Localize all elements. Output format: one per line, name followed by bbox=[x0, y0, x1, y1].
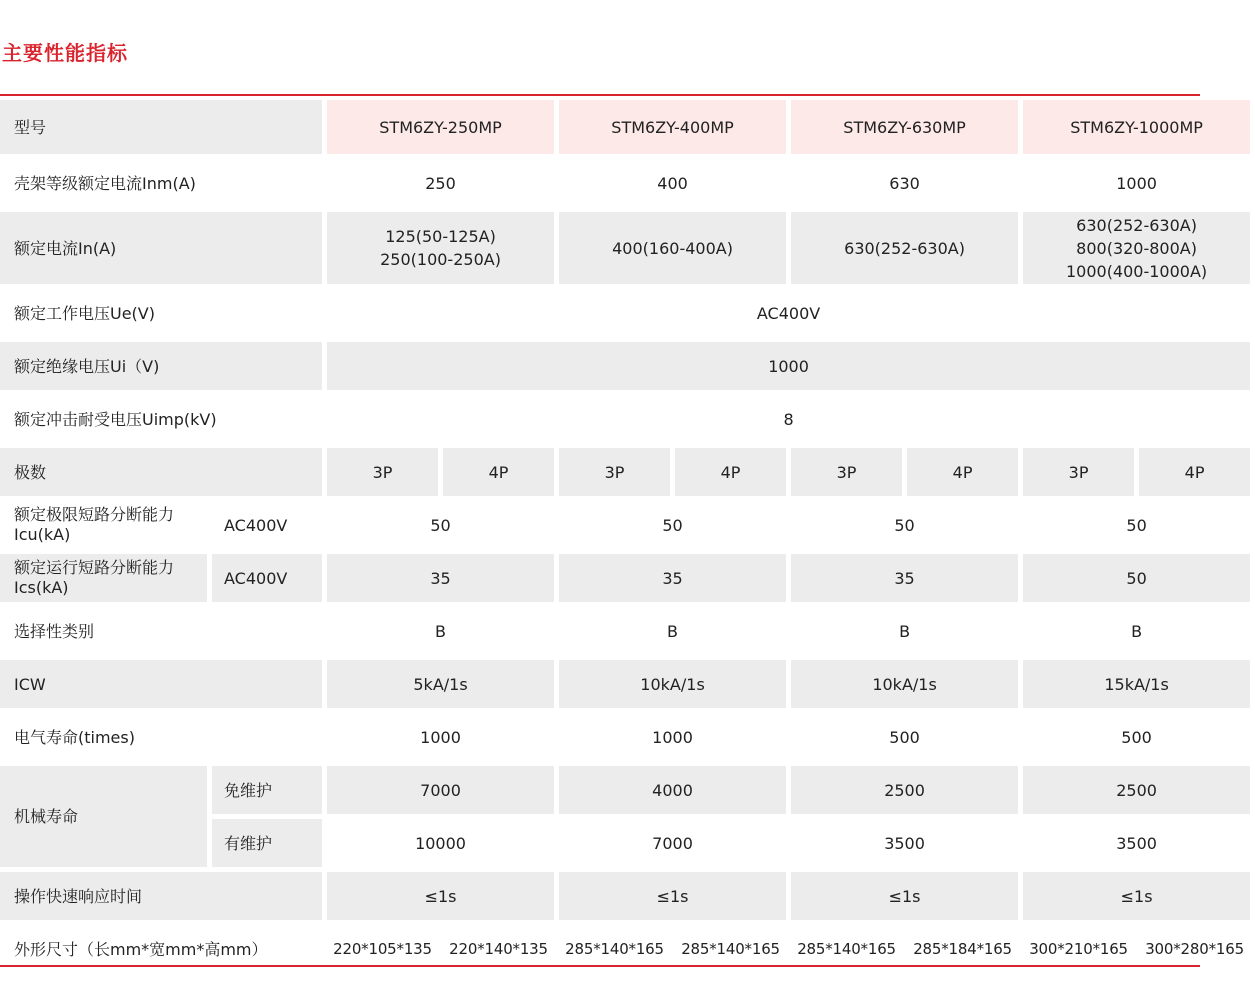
row-impulse-voltage bbox=[0, 395, 1250, 443]
cell-value: 35 bbox=[327, 554, 554, 602]
cell-value: 300*210*165 bbox=[1023, 925, 1134, 973]
row-label: 极数 bbox=[0, 448, 322, 496]
cell-value: 400 bbox=[559, 159, 786, 207]
cell-value: 8 bbox=[327, 395, 1250, 443]
value-line: 630(252-630A) bbox=[844, 238, 965, 258]
model-name: STM6ZY-1000MP bbox=[1023, 100, 1250, 154]
row-frame-current bbox=[0, 159, 1250, 207]
row-insulation-voltage bbox=[0, 342, 1250, 390]
cell-value bbox=[1023, 212, 1250, 284]
cell-value: 35 bbox=[559, 554, 786, 602]
row-label: 操作快速响应时间 bbox=[0, 872, 322, 920]
row-label: 型号 bbox=[0, 100, 322, 154]
cell-value: 250 bbox=[327, 159, 554, 207]
cell-value: 1000 bbox=[1023, 159, 1250, 207]
cell-value: 1000 bbox=[327, 713, 554, 761]
row-response-time bbox=[0, 872, 1250, 920]
cell-value: 35 bbox=[791, 554, 1018, 602]
row-label: 额定冲击耐受电压Uimp(kV) bbox=[0, 395, 322, 443]
cell-value: 3500 bbox=[791, 819, 1018, 867]
row-label: 选择性类别 bbox=[0, 607, 322, 655]
cell-value: ≤1s bbox=[1023, 872, 1250, 920]
cell-value: 3P bbox=[791, 448, 902, 496]
cell-value: 4P bbox=[907, 448, 1018, 496]
cell-value: ≤1s bbox=[791, 872, 1018, 920]
cell-value: 500 bbox=[1023, 713, 1250, 761]
cell-value: 4P bbox=[1139, 448, 1250, 496]
cell-value: 7000 bbox=[559, 819, 786, 867]
row-label: 壳架等级额定电流Inm(A) bbox=[0, 159, 322, 207]
row-electrical-life bbox=[0, 713, 1250, 761]
cell-value: B bbox=[791, 607, 1018, 655]
cell-value: AC400V bbox=[327, 289, 1250, 337]
model-name: STM6ZY-250MP bbox=[327, 100, 554, 154]
cell-value: B bbox=[1023, 607, 1250, 655]
cell-value: ≤1s bbox=[327, 872, 554, 920]
cell-value: 1000 bbox=[559, 713, 786, 761]
value-line: 800(320-800A) bbox=[1076, 238, 1197, 258]
page-title: 主要性能指标 bbox=[2, 41, 128, 65]
cell-value: 7000 bbox=[327, 766, 554, 814]
cell-value: ≤1s bbox=[559, 872, 786, 920]
row-sublabel: AC400V bbox=[212, 554, 322, 602]
cell-value: 1000 bbox=[327, 342, 1250, 390]
row-rated-current bbox=[0, 212, 1250, 284]
row-model bbox=[0, 100, 1250, 154]
model-name: STM6ZY-400MP bbox=[559, 100, 786, 154]
cell-value: 2500 bbox=[791, 766, 1018, 814]
row-icu bbox=[0, 501, 1250, 549]
row-sublabel: 有维护 bbox=[212, 819, 322, 867]
cell-value: 15kA/1s bbox=[1023, 660, 1250, 708]
row-icw bbox=[0, 660, 1250, 708]
bottom-divider bbox=[0, 965, 1200, 967]
value-line: 400(160-400A) bbox=[612, 238, 733, 258]
row-label: ICW bbox=[0, 660, 322, 708]
cell-value: 285*140*165 bbox=[791, 925, 902, 973]
cell-value: B bbox=[559, 607, 786, 655]
value-line: 250(100-250A) bbox=[380, 250, 501, 269]
cell-value: 300*280*165 bbox=[1139, 925, 1250, 973]
cell-value: 4P bbox=[443, 448, 554, 496]
row-label: 额定运行短路分断能力Ics(kA) bbox=[0, 554, 207, 602]
cell-value: 50 bbox=[559, 501, 786, 549]
cell-value: 3P bbox=[327, 448, 438, 496]
row-label: 额定极限短路分断能力Icu(kA) bbox=[0, 501, 207, 549]
cell-value: 285*184*165 bbox=[907, 925, 1018, 973]
cell-value: 2500 bbox=[1023, 766, 1250, 814]
row-sublabel: 免维护 bbox=[212, 766, 322, 814]
cell-value: 285*140*165 bbox=[559, 925, 670, 973]
cell-value: 10kA/1s bbox=[791, 660, 1018, 708]
row-mechanical-life-free bbox=[0, 766, 1250, 814]
cell-value: 220*105*135 bbox=[327, 925, 438, 973]
cell-value: 3500 bbox=[1023, 819, 1250, 867]
cell-value: B bbox=[327, 607, 554, 655]
row-label: 机械寿命 bbox=[0, 766, 207, 867]
cell-value: 285*140*165 bbox=[675, 925, 786, 973]
row-label: 额定工作电压Ue(V) bbox=[0, 289, 322, 337]
row-label: 外形尺寸（长mm*宽mm*高mm） bbox=[0, 925, 322, 973]
cell-value: 220*140*135 bbox=[443, 925, 554, 973]
cell-value bbox=[791, 212, 1018, 284]
value-line: 630(252-630A) bbox=[1076, 215, 1197, 235]
model-name: STM6ZY-630MP bbox=[791, 100, 1018, 154]
cell-value: 50 bbox=[327, 501, 554, 549]
row-poles bbox=[0, 448, 1250, 496]
cell-value: 10kA/1s bbox=[559, 660, 786, 708]
cell-value: 50 bbox=[1023, 554, 1250, 602]
cell-value: 50 bbox=[791, 501, 1018, 549]
cell-value: 10000 bbox=[327, 819, 554, 867]
cell-value: 3P bbox=[1023, 448, 1134, 496]
value-line: 125(50-125A) bbox=[385, 227, 496, 246]
row-ics bbox=[0, 554, 1250, 602]
value-line: 1000(400-1000A) bbox=[1065, 261, 1208, 281]
cell-value: 4P bbox=[675, 448, 786, 496]
cell-value: 4000 bbox=[559, 766, 786, 814]
cell-value: 500 bbox=[791, 713, 1018, 761]
row-label: 额定绝缘电压Ui（V) bbox=[0, 342, 322, 390]
row-sublabel: AC400V bbox=[212, 501, 322, 549]
row-rated-voltage bbox=[0, 289, 1250, 337]
row-label: 额定电流In(A) bbox=[0, 212, 322, 284]
cell-value bbox=[327, 212, 554, 284]
spec-table bbox=[0, 95, 1255, 978]
cell-value: 50 bbox=[1023, 501, 1250, 549]
cell-value bbox=[559, 212, 786, 284]
cell-value: 5kA/1s bbox=[327, 660, 554, 708]
cell-value: 3P bbox=[559, 448, 670, 496]
row-label: 电气寿命(times) bbox=[0, 713, 322, 761]
row-selectivity bbox=[0, 607, 1250, 655]
cell-value: 630 bbox=[791, 159, 1018, 207]
